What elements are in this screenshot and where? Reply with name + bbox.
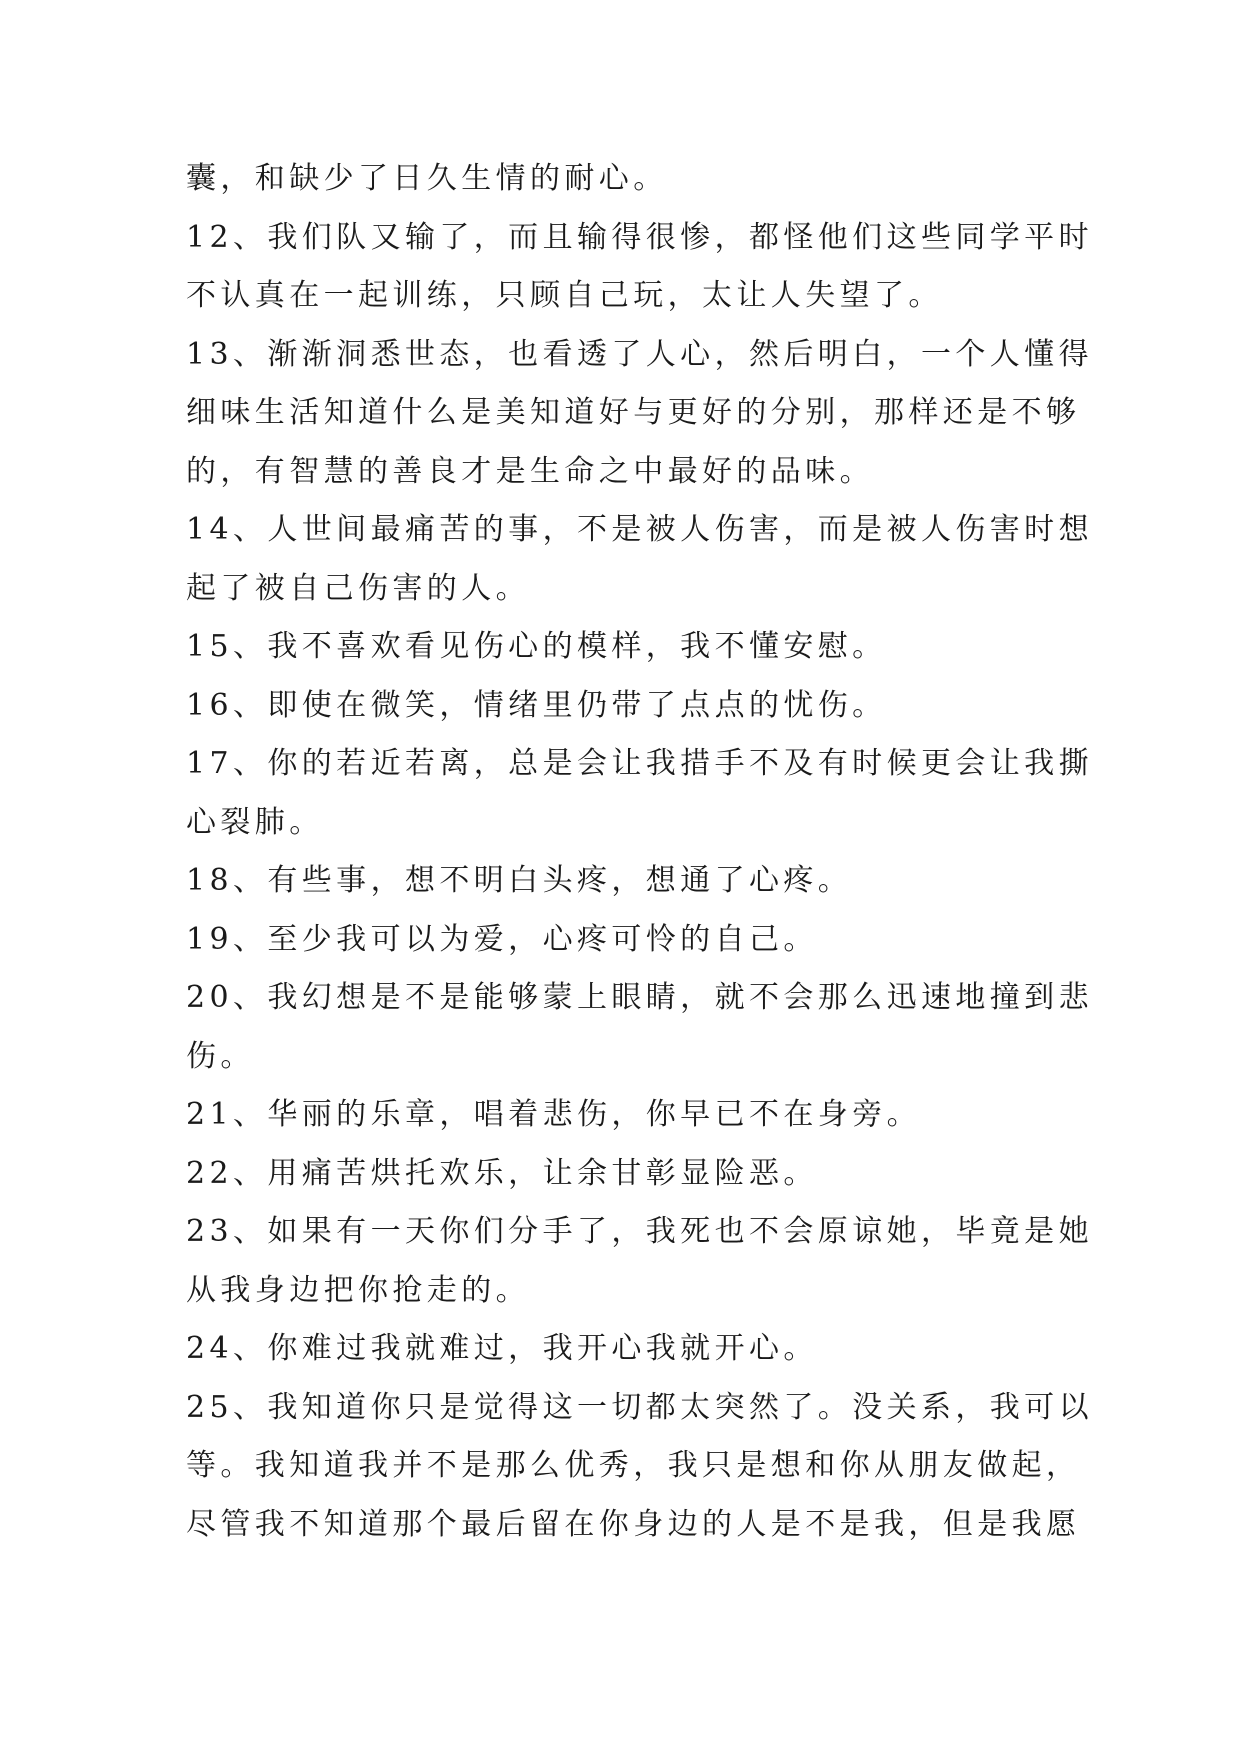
- text-line: 细味生活知道什么是美知道好与更好的分别，那样还是不够: [186, 395, 1081, 430]
- text-line: 24、你难过我就难过，我开心我就开心。: [186, 1331, 818, 1366]
- text-line: 23、如果有一天你们分手了，我死也不会原谅她，毕竟是她: [186, 1214, 1093, 1249]
- document-body: [186, 150, 1093, 1554]
- text-line: 18、有些事，想不明白头疼，想通了心疼。: [186, 863, 853, 898]
- text-line: 的，有智慧的善良才是生命之中最好的品味。: [186, 453, 874, 489]
- text-line: 伤。: [186, 1038, 255, 1074]
- text-line: 13、渐渐洞悉世态，也看透了人心，然后明白，一个人懂得: [186, 336, 1093, 372]
- text-line: 尽管我不知道那个最后留在你身边的人是不是我，但是我愿: [186, 1506, 1081, 1542]
- text-line: 心裂肺。: [186, 804, 324, 840]
- text-line: 12、我们队又输了，而且输得很惨，都怪他们这些同学平时: [186, 219, 1093, 255]
- text-line: 20、我幻想是不是能够蒙上眼睛，就不会那么迅速地撞到悲: [186, 980, 1093, 1015]
- text-line: 21、华丽的乐章，唱着悲伤，你早已不在身旁。: [186, 1097, 921, 1132]
- text-line: 25、我知道你只是觉得这一切都太突然了。没关系，我可以: [186, 1389, 1093, 1425]
- text-line: 19、至少我可以为爱，心疼可怜的自己。: [186, 921, 818, 957]
- text-line: 16、即使在微笑，情绪里仍带了点点的忧伤。: [186, 687, 887, 723]
- text-line: 14、人世间最痛苦的事，不是被人伤害，而是被人伤害时想: [186, 512, 1093, 547]
- text-line: 起了被自己伤害的人。: [186, 570, 530, 606]
- text-line: 不认真在一起训练，只顾自己玩，太让人失望了。: [186, 278, 943, 313]
- text-line: 22、用痛苦烘托欢乐，让余甘彰显险恶。: [186, 1155, 818, 1191]
- text-line: 囊，和缺少了日久生情的耐心。: [186, 161, 668, 196]
- text-line: 15、我不喜欢看见伤心的模样，我不懂安慰。: [186, 629, 887, 664]
- text-line: 17、你的若近若离，总是会让我措手不及有时候更会让我撕: [186, 746, 1093, 781]
- text-line: 等。我知道我并不是那么优秀，我只是想和你从朋友做起，: [186, 1448, 1081, 1483]
- text-line: 从我身边把你抢走的。: [186, 1272, 530, 1308]
